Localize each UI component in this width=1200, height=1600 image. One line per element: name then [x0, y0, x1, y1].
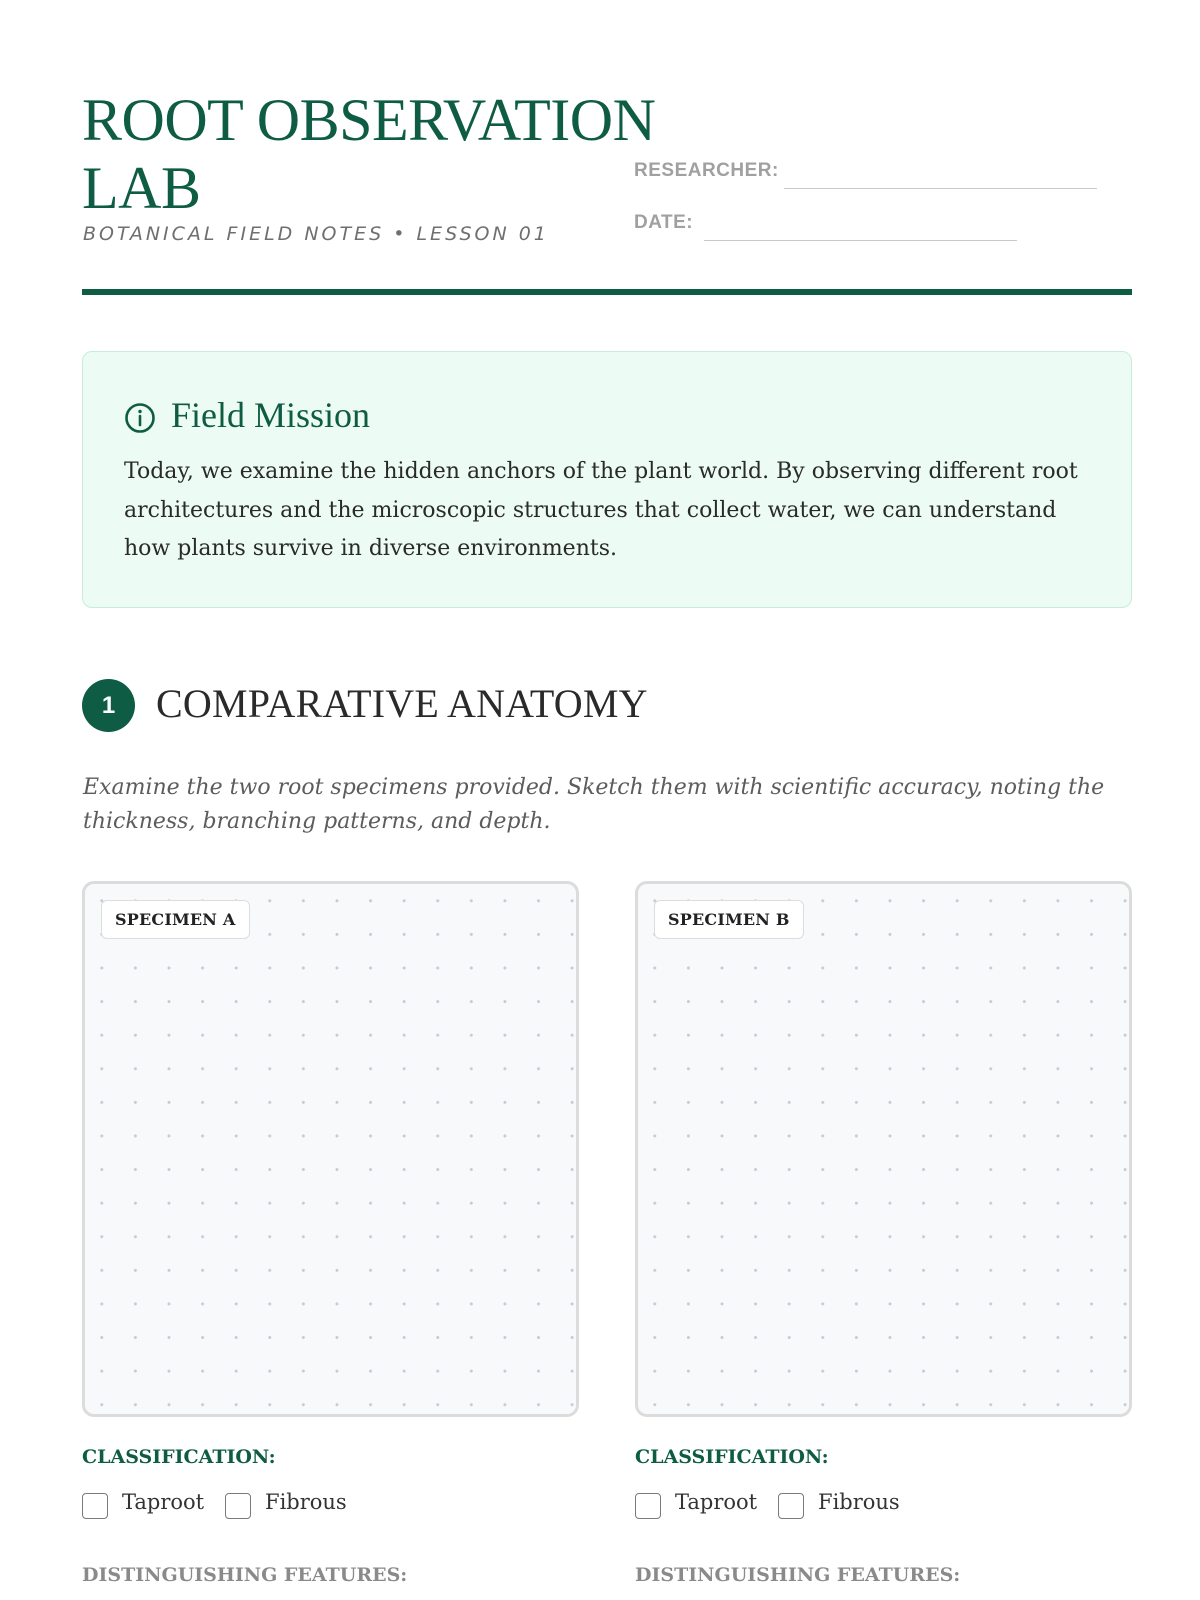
- page-title: ROOT OBSERVATION LAB: [82, 87, 656, 221]
- date-label: DATE:: [634, 212, 694, 233]
- fibrous-checkbox[interactable]: [225, 1493, 251, 1519]
- section-title: COMPARATIVE ANATOMY: [156, 681, 648, 726]
- fibrous-label: Fibrous: [818, 1490, 900, 1514]
- section-number-badge: 1: [82, 679, 135, 732]
- sketch-area-specimen-a[interactable]: [82, 881, 579, 1417]
- taproot-checkbox[interactable]: [635, 1493, 661, 1519]
- mission-text: Today, we examine the hidden anchors of the plant world. By observing different root architectures and the microscopic structures that collect water, we can understand how plants survive in diverse environments.: [124, 459, 1078, 561]
- fibrous-checkbox[interactable]: [778, 1493, 804, 1519]
- specimen-tag: SPECIMEN A: [101, 900, 250, 939]
- researcher-label: RESEARCHER:: [634, 160, 779, 181]
- fibrous-label: Fibrous: [265, 1490, 347, 1514]
- specimen-tag: SPECIMEN B: [654, 900, 804, 939]
- info-circle-icon: [124, 402, 156, 434]
- features-label: DISTINGUISHING FEATURES:: [82, 1564, 408, 1586]
- taproot-label: Taproot: [122, 1490, 205, 1514]
- features-label: DISTINGUISHING FEATURES:: [635, 1564, 961, 1586]
- page-subtitle: BOTANICAL FIELD NOTES • LESSON 01: [83, 223, 549, 245]
- sketch-area-specimen-b[interactable]: [635, 881, 1132, 1417]
- classification-label: CLASSIFICATION:: [82, 1446, 276, 1468]
- taproot-label: Taproot: [675, 1490, 758, 1514]
- field-mission-box: [82, 351, 1132, 608]
- section-instructions: Examine the two root specimens provided. Sketch them with scientific accuracy, noting the thickness, branching patterns, and depth.: [83, 775, 1105, 834]
- date-field[interactable]: [704, 240, 1017, 241]
- taproot-checkbox[interactable]: [82, 1493, 108, 1519]
- researcher-field[interactable]: [784, 188, 1097, 189]
- header-divider: [82, 289, 1132, 295]
- classification-label: CLASSIFICATION:: [635, 1446, 829, 1468]
- worksheet-page: [82, 0, 1132, 1600]
- mission-title: Field Mission: [171, 395, 371, 435]
